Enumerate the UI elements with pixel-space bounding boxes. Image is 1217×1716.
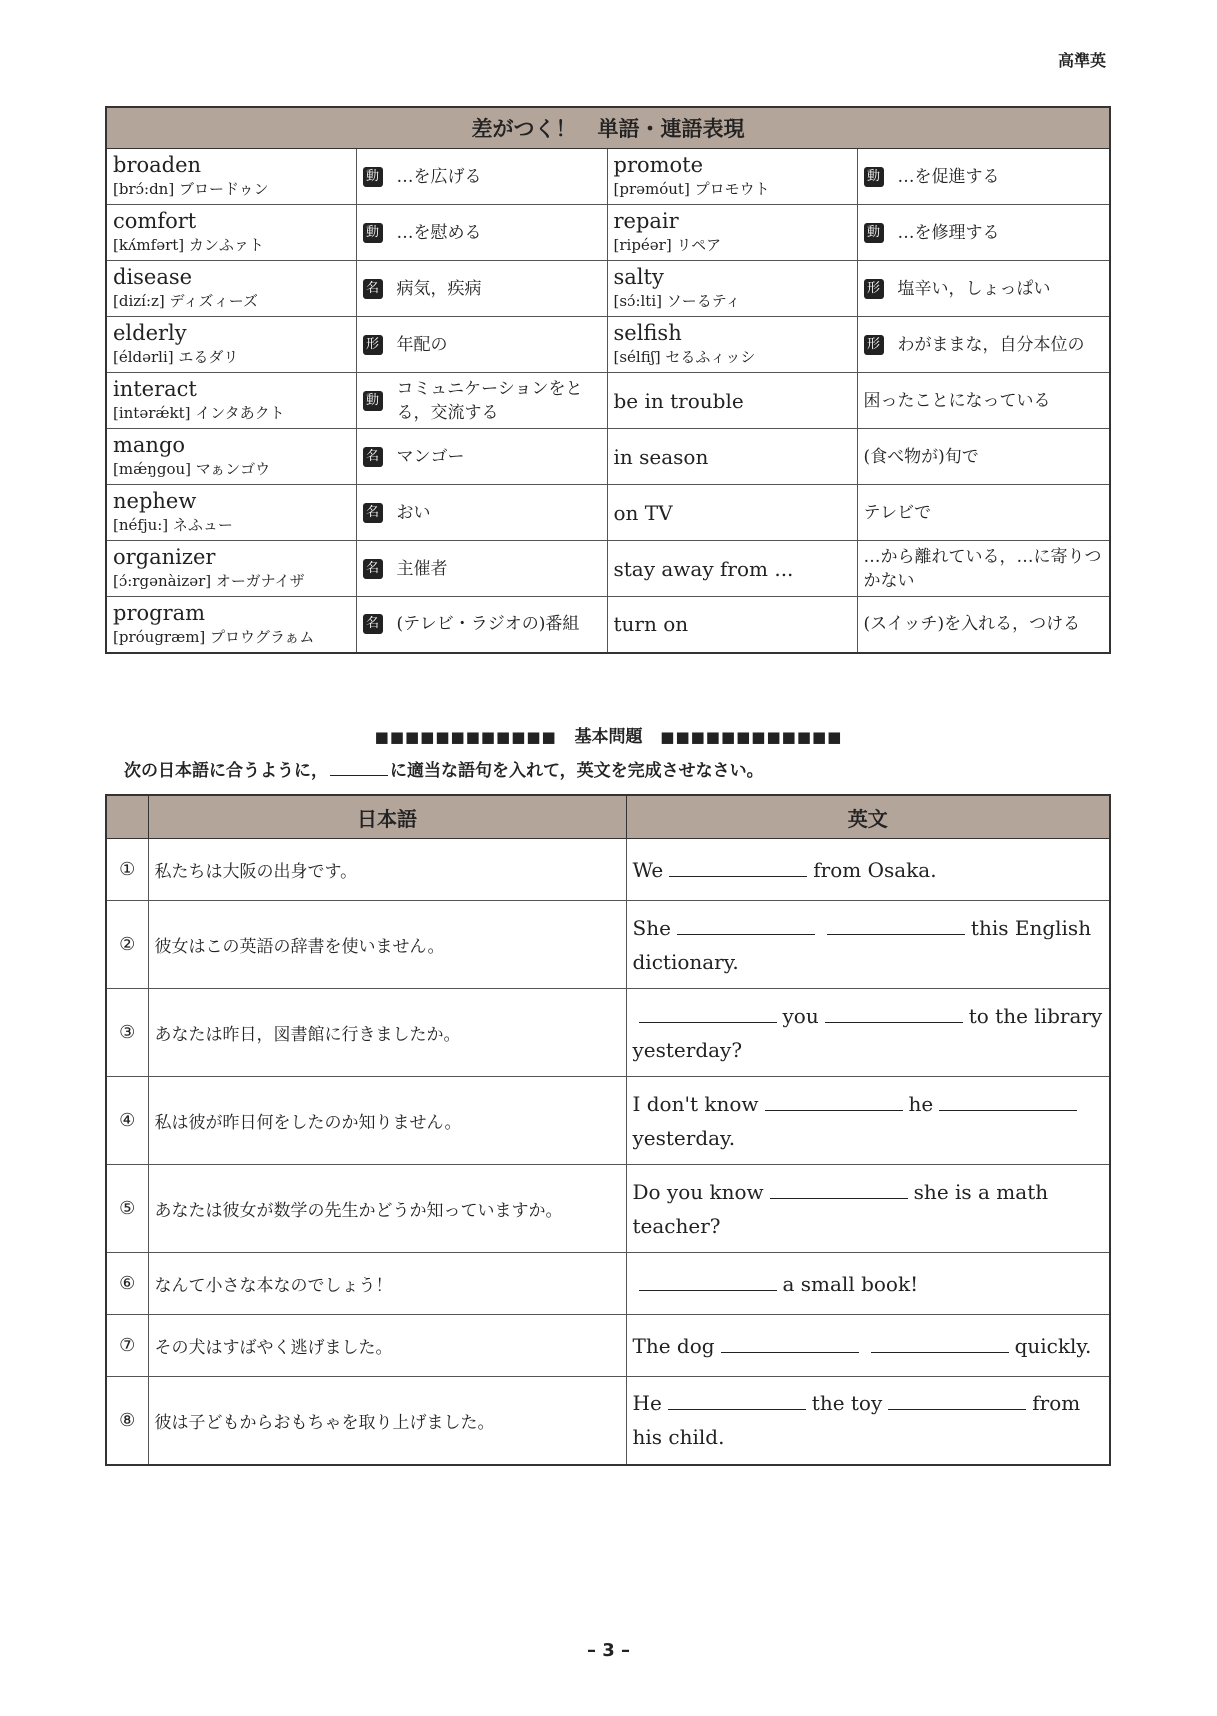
vocab-term-cell <box>607 205 857 261</box>
vocab-term-cell <box>106 205 356 261</box>
vocab-word: repair <box>613 209 679 233</box>
exercise-japanese: あなたは彼女が数学の先生かどうか知っていますか。 <box>148 1165 626 1253</box>
part-of-speech-badge: 形 <box>864 335 884 355</box>
vocab-phrase: on TV <box>613 500 673 525</box>
english-fragment: this English dictionary. <box>632 915 1092 974</box>
exercise-header-num <box>106 795 148 839</box>
vocab-meaning-cell <box>857 429 1110 485</box>
section-title: 基本問題 <box>574 727 643 747</box>
part-of-speech-badge: 名 <box>363 279 383 299</box>
part-of-speech-badge: 形 <box>363 335 383 355</box>
english-fragment: the toy <box>811 1391 883 1416</box>
vocab-meaning-cell <box>857 597 1110 653</box>
vocab-word: selfish <box>613 321 682 345</box>
vocab-meaning: …から離れている，…に寄りつかない <box>863 546 1102 591</box>
vocab-pronunciation: [dizí:z] ディズィーズ <box>113 292 259 310</box>
instruction-part-a: 次の日本語に合うように， <box>124 761 328 781</box>
vocab-meaning-cell <box>857 149 1110 205</box>
vocab-meaning-cell <box>857 205 1110 261</box>
vocab-meaning-cell <box>356 373 607 429</box>
vocab-pronunciation: [néfju:] ネふュー <box>113 516 233 534</box>
exercise-row <box>106 1165 1110 1253</box>
vocab-phrase: turn on <box>613 612 689 637</box>
exercise-number: ① <box>106 839 148 901</box>
exercise-number: ⑦ <box>106 1315 148 1377</box>
vocab-meaning: (テレビ・ラジオの)番組 <box>396 614 580 635</box>
exercise-number: ⑥ <box>106 1253 148 1315</box>
answer-blank[interactable] <box>639 1002 777 1023</box>
part-of-speech-badge: 名 <box>363 447 383 467</box>
exercise-header-jp: 日本語 <box>148 795 626 839</box>
exercise-english <box>626 839 1110 901</box>
vocab-row <box>106 485 1110 541</box>
vocab-term-cell <box>607 149 857 205</box>
english-fragment: he <box>908 1091 934 1116</box>
vocab-word: nephew <box>113 489 197 513</box>
english-fragment: you <box>782 1003 819 1028</box>
vocab-meaning-cell <box>356 205 607 261</box>
vocab-pronunciation: [prəmóut] プロモウト <box>613 180 770 198</box>
vocab-meaning-cell <box>356 485 607 541</box>
vocab-word: interact <box>113 377 197 401</box>
vocab-meaning-cell <box>857 317 1110 373</box>
exercise-japanese: なんて小さな本なのでしょう！ <box>148 1253 626 1315</box>
vocab-pronunciation: [intərǽkt] インタあクト <box>113 404 285 422</box>
answer-blank[interactable] <box>827 914 965 935</box>
part-of-speech-badge: 動 <box>363 223 383 243</box>
vocab-table <box>105 106 1111 654</box>
english-fragment: to the library yesterday? <box>632 1003 1103 1062</box>
exercise-row <box>106 839 1110 901</box>
vocab-pronunciation: [sɔ́:lti] ソーるティ <box>613 292 741 310</box>
vocab-row <box>106 541 1110 597</box>
answer-blank[interactable] <box>825 1002 963 1023</box>
vocab-phrase: in season <box>613 444 709 469</box>
vocab-pronunciation: [ripéər] リペア <box>613 236 722 254</box>
vocab-phrase: stay away from ... <box>613 556 794 581</box>
vocab-term-cell <box>607 261 857 317</box>
vocab-row <box>106 149 1110 205</box>
vocab-word: organizer <box>113 545 216 569</box>
exercise-japanese: 彼は子どもからおもちゃを取り上げました。 <box>148 1377 626 1465</box>
vocab-term-cell <box>607 485 857 541</box>
vocab-word: program <box>113 600 206 625</box>
vocab-pronunciation: [kʌ́mfərt] カンふァト <box>113 236 264 254</box>
english-fragment: a small book! <box>782 1271 919 1296</box>
vocab-meaning: …を広げる <box>396 166 482 187</box>
vocab-meaning: (スイッチ)を入れる，つける <box>863 614 1081 635</box>
vocab-meaning: マンゴー <box>396 446 465 467</box>
exercise-number: ③ <box>106 989 148 1077</box>
answer-blank[interactable] <box>721 1332 859 1353</box>
vocab-row <box>106 317 1110 373</box>
answer-blank[interactable] <box>677 914 815 935</box>
vocab-term-cell <box>106 597 356 653</box>
vocab-word: promote <box>613 153 704 177</box>
vocab-meaning: テレビで <box>863 502 932 523</box>
part-of-speech-badge: 動 <box>363 167 383 187</box>
vocab-term-cell <box>106 541 356 597</box>
exercise-english <box>626 1377 1110 1465</box>
english-fragment: The dog <box>632 1333 715 1358</box>
vocab-meaning: コミュニケーションをとる，交流する <box>396 378 583 423</box>
answer-blank[interactable] <box>639 1270 777 1291</box>
vocab-row <box>106 205 1110 261</box>
answer-blank[interactable] <box>668 1389 806 1410</box>
vocab-term-cell <box>106 485 356 541</box>
vocab-meaning: 病気，疾病 <box>396 278 482 299</box>
english-fragment: quickly. <box>1014 1333 1092 1358</box>
english-fragment: from his child. <box>632 1391 1081 1450</box>
vocab-meaning-cell <box>356 597 607 653</box>
part-of-speech-badge: 動 <box>864 223 884 243</box>
exercise-japanese: 彼女はこの英語の辞書を使いません。 <box>148 901 626 989</box>
page-number: – 3 – <box>586 1640 631 1661</box>
vocab-term-cell <box>106 261 356 317</box>
instruction-blank <box>330 761 388 776</box>
exercise-japanese: あなたは昨日，図書館に行きましたか。 <box>148 989 626 1077</box>
exercise-row <box>106 1253 1110 1315</box>
vocab-term-cell <box>106 373 356 429</box>
exercise-japanese: その犬はすばやく逃げました。 <box>148 1315 626 1377</box>
vocab-word: mango <box>113 433 186 457</box>
vocab-table-title: 差がつく！ 単語・連語表現 <box>106 107 1110 149</box>
vocab-meaning: 塩辛い，しょっぱい <box>897 278 1051 299</box>
exercise-english <box>626 1315 1110 1377</box>
vocab-meaning: わがままな，自分本位の <box>897 334 1085 355</box>
part-of-speech-badge: 形 <box>864 279 884 299</box>
vocab-word: comfort <box>113 209 197 233</box>
vocab-word: broaden <box>113 153 202 177</box>
vocab-pronunciation: [ɔ́:rgənàizər] オーガナイザ <box>113 572 305 590</box>
english-fragment: He <box>632 1391 662 1416</box>
part-of-speech-badge: 動 <box>363 391 383 411</box>
vocab-term-cell <box>607 429 857 485</box>
part-of-speech-badge: 名 <box>363 559 383 579</box>
english-fragment: She <box>632 915 671 940</box>
vocab-meaning: …を促進する <box>897 166 1000 187</box>
english-fragment: We <box>632 857 664 882</box>
vocab-meaning: …を修理する <box>897 222 1000 243</box>
exercise-header-en: 英文 <box>626 795 1110 839</box>
answer-blank[interactable] <box>888 1389 1026 1410</box>
heading-bars-left: ■■■■■■■■■■■■ <box>374 728 557 746</box>
exercise-table <box>105 794 1111 1466</box>
vocab-term-cell <box>607 597 857 653</box>
exercise-japanese: 私たちは大阪の出身です。 <box>148 839 626 901</box>
instruction <box>124 756 764 781</box>
answer-blank[interactable] <box>669 856 807 877</box>
vocab-row <box>106 261 1110 317</box>
vocab-meaning: おい <box>396 502 431 523</box>
answer-blank[interactable] <box>871 1332 1009 1353</box>
vocab-row <box>106 373 1110 429</box>
vocab-meaning-cell <box>356 541 607 597</box>
vocab-meaning-cell <box>857 261 1110 317</box>
exercise-row <box>106 1077 1110 1165</box>
vocab-meaning-cell <box>356 429 607 485</box>
vocab-pronunciation: [éldərli] エるダリ <box>113 348 239 366</box>
vocab-word: elderly <box>113 321 187 345</box>
vocab-term-cell <box>106 317 356 373</box>
exercise-english <box>626 1165 1110 1253</box>
instruction-part-b: に適当な語句を入れて，英文を完成させなさい。 <box>390 761 764 781</box>
exercise-english <box>626 901 1110 989</box>
exercise-number: ② <box>106 901 148 989</box>
vocab-word: disease <box>113 265 193 289</box>
vocab-meaning-cell <box>857 541 1110 597</box>
exercise-number: ⑤ <box>106 1165 148 1253</box>
english-fragment: yesterday. <box>632 1125 736 1150</box>
vocab-term-cell <box>106 149 356 205</box>
english-fragment: Do you know <box>632 1179 764 1204</box>
section-heading <box>0 722 1217 747</box>
exercise-number: ⑧ <box>106 1377 148 1465</box>
vocab-pronunciation: [mǽŋgou] マぁンゴウ <box>113 460 271 478</box>
vocab-word: salty <box>613 265 664 289</box>
vocab-meaning-cell <box>356 149 607 205</box>
exercise-row <box>106 1377 1110 1465</box>
english-fragment: from Osaka. <box>813 857 937 882</box>
vocab-meaning-cell <box>356 317 607 373</box>
exercise-japanese: 私は彼が昨日何をしたのか知りません。 <box>148 1077 626 1165</box>
answer-blank[interactable] <box>939 1090 1077 1111</box>
vocab-row <box>106 429 1110 485</box>
vocab-meaning: 主催者 <box>396 558 448 579</box>
exercise-number: ④ <box>106 1077 148 1165</box>
exercise-row <box>106 901 1110 989</box>
exercise-row <box>106 1315 1110 1377</box>
english-fragment: I don't know <box>632 1091 759 1116</box>
vocab-term-cell <box>607 317 857 373</box>
vocab-row <box>106 597 1110 653</box>
vocab-meaning: 困ったことになっている <box>863 390 1051 411</box>
vocab-meaning: (食べ物が)旬で <box>863 446 979 467</box>
answer-blank[interactable] <box>765 1090 903 1111</box>
vocab-phrase: be in trouble <box>613 388 744 413</box>
vocab-meaning: …を慰める <box>396 222 482 243</box>
book-code-label: 高準英 <box>1058 51 1107 70</box>
vocab-meaning-cell <box>857 485 1110 541</box>
exercise-row <box>106 989 1110 1077</box>
heading-bars-right: ■■■■■■■■■■■■ <box>660 728 843 746</box>
vocab-pronunciation: [sélfiʃ] セるふィッシ <box>613 348 756 366</box>
vocab-meaning: 年配の <box>396 334 448 355</box>
vocab-meaning-cell <box>356 261 607 317</box>
vocab-term-cell <box>607 541 857 597</box>
answer-blank[interactable] <box>770 1178 908 1199</box>
part-of-speech-badge: 名 <box>363 503 383 523</box>
exercise-english <box>626 989 1110 1077</box>
exercise-english <box>626 1253 1110 1315</box>
vocab-pronunciation: [brɔ́:dn] ブロードゥン <box>113 180 269 198</box>
vocab-term-cell <box>106 429 356 485</box>
vocab-meaning-cell <box>857 373 1110 429</box>
part-of-speech-badge: 名 <box>363 614 383 634</box>
exercise-english <box>626 1077 1110 1165</box>
vocab-pronunciation: [próugræm] プロウグラぁム <box>113 627 315 646</box>
vocab-term-cell <box>607 373 857 429</box>
english-fragment: she is a math teacher? <box>632 1179 1049 1238</box>
part-of-speech-badge: 動 <box>864 167 884 187</box>
